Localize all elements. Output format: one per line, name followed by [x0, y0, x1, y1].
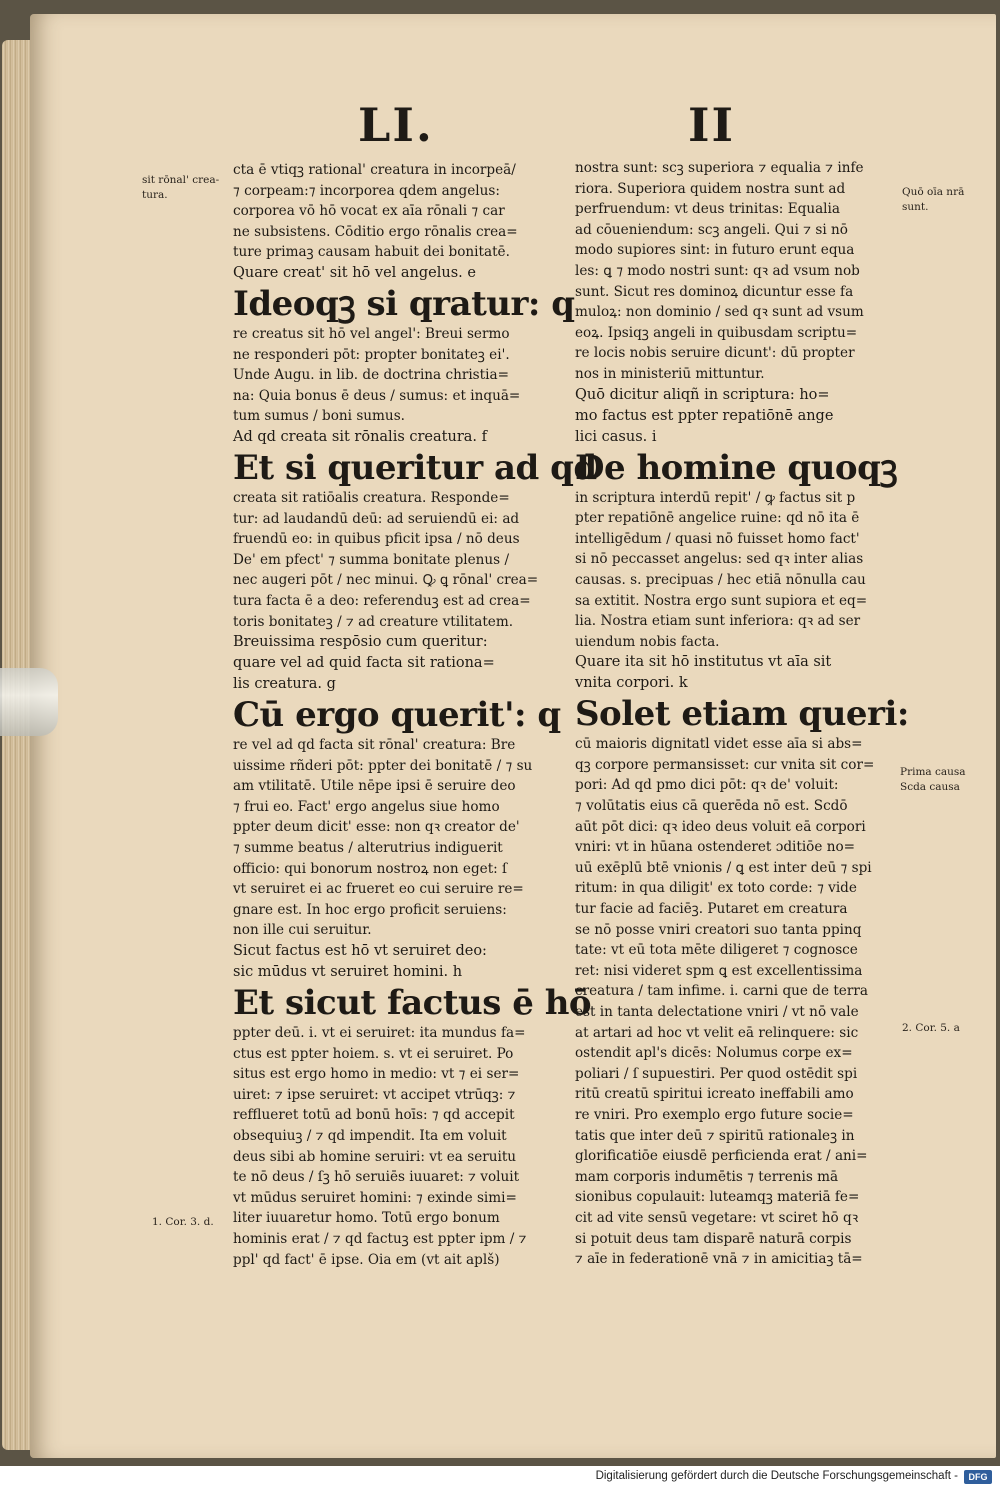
margin-note-right: Scda causa: [900, 781, 960, 793]
text-line: deus sibi ab homine seruiri: vt ea seruitu: [233, 1148, 517, 1165]
text-line: modo supiores sint: in futuro erunt equa: [575, 242, 855, 259]
text-line: tatis que inter deū ⁊ spiritū rationaleꝫ in: [575, 1127, 855, 1144]
section-heading: Quare creat' sit hō vel angelus. e: [233, 264, 476, 281]
text-line: uū exēplū btē vnionis / ꝗ est inter deū ⁊ spi: [575, 859, 872, 876]
text-line: cū maioris dignitatl videt esse aīa si abs=: [575, 736, 863, 753]
section-heading: mo factus est ppter repatiōnē ange: [575, 407, 834, 424]
section-heading: Quare ita sit hō institutus vt aīa sit: [575, 654, 832, 671]
text-line: est in tanta delectatione vniri / vt nō vale: [575, 1004, 859, 1020]
text-line: Unde Augu. in lib. de doctrina christia=: [233, 367, 509, 384]
folio-left: LI.: [358, 98, 434, 152]
text-line: ne subsistens. Cōditio ergo rōnalis crea=: [233, 223, 518, 240]
text-line: perfruendum: vt deus trinitas: Equalia: [575, 201, 840, 218]
text-line: te nō deus / ſꝫ hō seruiēs iuuaret: ⁊ voluit: [233, 1169, 520, 1186]
text-line: ritum: in qua diligit' ex toto corde: ⁊ vide: [575, 880, 857, 897]
text-line: ⁊ frui eo. Fact' ergo angelus siue homo: [233, 798, 500, 815]
margin-note-right: Quō oīa nrā: [902, 186, 965, 198]
text-line: hominis erat / ⁊ qd factuꝫ est ppter ipm / ⁊: [233, 1230, 527, 1247]
text-line: re vel ad qd facta sit rōnal' creatura: Bre: [233, 737, 516, 754]
text-line: vt seruiret ei ac frueret eo cui seruire re=: [233, 881, 524, 898]
text-line: ture primaꝫ causam habuit dei bonitatē.: [233, 244, 510, 261]
text-line: sionibus copulauit: luteamqꝫ materiā fe=: [575, 1189, 860, 1206]
text-line: gnare est. In hoc ergo proficit seruiens:: [233, 901, 507, 918]
text-line: uiret: ⁊ ipse seruiret: vt accipet vtrūqꝫ: ⁊: [233, 1086, 516, 1103]
text-line: creata sit ratiōalis creatura. Responde=: [233, 489, 510, 506]
text-line: nos in ministeriū mittuntur.: [575, 365, 765, 382]
text-line: ostendit apl's dicēs: Nolumus corpe ex=: [575, 1045, 853, 1062]
text-line: vniri: vt in hūana ostenderet ɔditiōe no=: [575, 839, 856, 856]
text-line: les: ꝗ ⁊ modo nostri sunt: qꝛ ad vsum nob: [575, 262, 860, 279]
text-line: ctus est ppter hoiem. s. vt ei seruiret. Po: [233, 1045, 514, 1062]
text-line: intelligēdum / quasi nō fuisset homo fact': [575, 530, 860, 547]
text-line: situs est ergo homo in medio: vt ⁊ ei ser=: [233, 1066, 520, 1083]
text-line: tate: vt eū tota mēte diligeret ⁊ cognosce: [575, 942, 858, 959]
text-line: ne responderi pōt: propter bonitateꝫ ei'.: [233, 346, 510, 363]
text-line: corporea vō hō vocat ex aīa rōnali ⁊ car: [233, 203, 505, 220]
text-line: aūt pōt dici: qꝛ ideo deus voluit eā corpori: [575, 818, 866, 835]
text-line: causas. s. precipuas / hec etiā nōnulla cau: [575, 571, 866, 588]
text-line: si nō peccasset angelus: sed qꝛ inter alias: [575, 551, 864, 568]
text-line: ppter deum dicit' esse: non qꝛ creator de': [233, 819, 520, 836]
text-line: sa extitit. Nostra ergo sunt supiora et eq=: [575, 592, 868, 609]
text-line: eoꝝ. Ipsiqꝫ angeli in quibusdam scriptu=: [575, 324, 858, 341]
initial-heading: Solet etiam queri:: [575, 694, 909, 735]
text-line: muloꝝ: non dominio / sed qꝛ sunt ad vsum: [575, 304, 864, 321]
page-edges: [2, 40, 32, 1450]
text-line: in scriptura interdū repit' / ꝙ factus sit p: [575, 489, 856, 506]
text-line: mam corporis indumētis ⁊ terrenis mā: [575, 1168, 839, 1185]
margin-note-left: sit rōnal' crea-: [142, 174, 220, 186]
section-heading: sic mūdus vt seruiret homini. h: [233, 964, 463, 981]
dfg-logo-icon: DFG: [964, 1470, 992, 1484]
section-heading: quare vel ad quid facta sit rationa=: [233, 655, 495, 672]
initial-heading: Ideoqꝫ si qratur: q: [233, 283, 575, 324]
text-line: sunt. Sicut res dominoꝝ dicuntur esse fa: [575, 283, 854, 300]
text-line: lia. Nostra etiam sunt inferiora: qꝛ ad ser: [575, 613, 861, 630]
text-line: ad cōueniendum: scꝫ angeli. Qui ⁊ si nō: [575, 221, 848, 238]
text-line: vt mūdus seruiret homini: ⁊ exinde simi=: [233, 1189, 517, 1206]
section-heading: lis creatura. g: [233, 676, 336, 693]
text-line: ⁊ summe beatus / alterutrius indiguerit: [233, 840, 503, 857]
text-line: De' em pfect' ⁊ summa bonitate plenus /: [233, 551, 510, 568]
text-line: tur facie ad faciēꝫ. Putaret em creatura: [575, 901, 848, 918]
margin-note-right: 2. Cor. 5. a: [902, 1022, 960, 1034]
text-line: tur: ad laudandū deū: ad seruiendū ei: ad: [233, 510, 520, 527]
text-line: officio: qui bonorum nostroꝝ non eget: ſ: [233, 860, 508, 877]
text-line: re vniri. Pro exemplo ergo future socie=: [575, 1106, 854, 1123]
margin-note-right: Prima causa: [900, 766, 966, 778]
text-line: fruendū eo: in quibus pficit ipsa / nō deus: [233, 531, 520, 548]
text-line: riora. Superiora quidem nostra sunt ad: [575, 180, 846, 197]
page-clip: [0, 668, 58, 736]
initial-heading: De homine quoqꝫ: [575, 447, 898, 488]
text-line: cit ad vite sensū vegetare: vt sciret hō qꝛ: [575, 1209, 859, 1226]
text-line: cta ē vtiqꝫ rational' creatura in incorpeā/: [233, 162, 516, 178]
text-line: pori: Ad qd pmo dici pōt: qꝛ de' voluit:: [575, 777, 839, 794]
initial-heading: Et si queritur ad qd: [233, 447, 597, 488]
folio-right: II: [688, 98, 736, 152]
text-line: pter repatiōnē angelice ruine: qd nō ita ē: [575, 510, 860, 527]
text-line: refflueret totū ad bonū hoīs: ⁊ qd accepit: [233, 1107, 515, 1124]
section-heading: Sicut factus est hō vt seruiret deo:: [233, 943, 487, 960]
footer-bar: [0, 1466, 1000, 1488]
text-line: se nō posse vniri creatori suo tanta ppinq: [575, 921, 862, 938]
text-column-right: [575, 158, 909, 1270]
text-line: re locis nobis seruire dicunt': dū propter: [575, 345, 855, 362]
text-line: obsequiuꝫ / ⁊ qd impendit. Ita em voluit: [233, 1128, 507, 1144]
text-line: poliari / ſ supuestiri. Per quod ostēdit spi: [575, 1065, 858, 1082]
text-line: tum sumus / boni sumus.: [233, 408, 405, 425]
text-line: nec augeri pōt / nec minui. Ꝙ ꝗ rōnal' crea=: [233, 572, 539, 589]
text-line: re creatus sit hō vel angel': Breui sermo: [233, 325, 510, 342]
text-column-left: [233, 160, 597, 1270]
section-heading: Breuissima respōsio cum queritur:: [233, 634, 488, 651]
section-heading: Quō dicitur aliqñ in scriptura: ho=: [575, 386, 830, 403]
text-line: ppter deū. i. vt ei seruiret: ita mundus fa=: [233, 1025, 526, 1042]
text-line: non ille cui seruitur.: [233, 922, 372, 939]
text-line: glorificatiōe eiusdē perficienda erat / ani=: [575, 1148, 868, 1165]
footer-credit: Digitalisierung gefördert durch die Deutsche Forschungsgemeinschaft -: [595, 1470, 958, 1482]
text-line: ret: nisi videret spm ꝗ est excellentissima: [575, 962, 863, 979]
text-line: ⁊ aīe in federationē vnā ⁊ in amicitiaꝫ tā=: [575, 1251, 863, 1268]
section-heading: lici casus. i: [575, 428, 657, 445]
text-line: creatura / tam infime. i. carni que de terra: [575, 983, 868, 1000]
text-line: qꝫ corpore permansisset: cur vnita sit cor=: [575, 756, 875, 773]
text-line: ⁊ corpeam:⁊ incorporea qdem angelus:: [233, 182, 500, 199]
section-heading: vnita corpori. k: [575, 675, 688, 692]
initial-heading: Cū ergo querit': q: [233, 695, 561, 736]
text-line: nostra sunt: scꝫ superiora ⁊ equalia ⁊ infe: [575, 160, 864, 176]
section-heading: Ad qd creata sit rōnalis creatura. f: [233, 428, 487, 445]
text-line: am vtilitatē. Utile nēpe ipsi ē seruire deo: [233, 778, 516, 795]
margin-note-right: sunt.: [902, 201, 929, 213]
text-line: tura facta ē a deo: referenduꝫ est ad crea=: [233, 592, 531, 609]
text-line: ⁊ volūtatis eius cā querēda nō est. Scdō: [575, 798, 848, 815]
margin-note-left: tura.: [142, 189, 168, 201]
text-line: at artari ad hoc vt velit eā relinquere: sic: [575, 1024, 859, 1041]
text-line: na: Quia bonus ē deus / sumus: et inquā=: [233, 387, 521, 404]
initial-heading: Et sicut factus ē hō: [233, 983, 592, 1024]
text-line: liter iuuaretur homo. Totū ergo bonum: [233, 1210, 500, 1227]
text-line: ritū creatū spiritui icreato ineffabili amo: [575, 1086, 854, 1103]
text-line: uiendum nobis facta.: [575, 633, 720, 650]
text-line: uissime rñderi pōt: ppter dei bonitatē / ⁊ su: [233, 757, 533, 774]
text-line: si potuit deus tam disparē naturā corpis: [575, 1230, 852, 1247]
text-line: toris bonitateꝫ / ⁊ ad creature vtilitatem.: [233, 613, 514, 630]
margin-note-left: 1. Cor. 3. d.: [152, 1216, 214, 1228]
text-line: ppl' qd fact' ē ipse. Oia em (vt ait aplš): [233, 1251, 500, 1268]
